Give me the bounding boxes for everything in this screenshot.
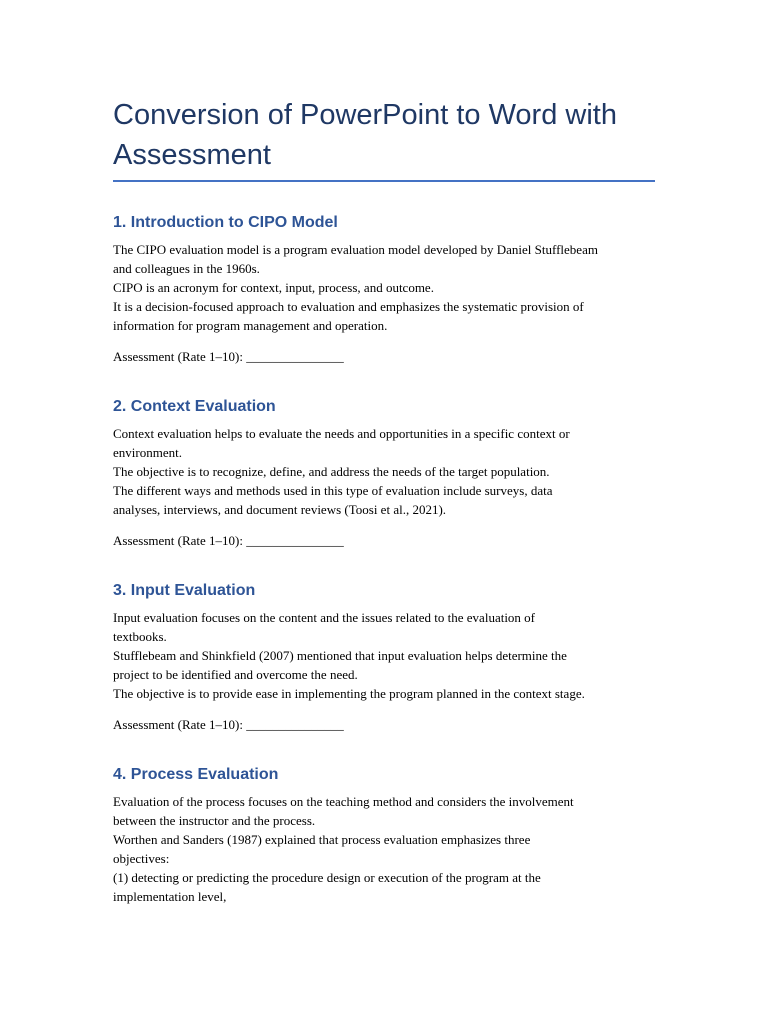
body-line: implementation level,: [113, 889, 227, 904]
body-line: CIPO is an acronym for context, input, process, and outcome.: [113, 280, 434, 295]
body-line: Worthen and Sanders (1987) explained that process evaluation emphasizes three: [113, 832, 531, 847]
assessment-rating-line: Assessment (Rate 1–10): _______________: [113, 717, 344, 732]
section-input-evaluation: [113, 581, 658, 734]
title-underline: [113, 180, 655, 182]
body-line: The objective is to recognize, define, and address the needs of the target population.: [113, 464, 550, 479]
section-heading: 3. Input Evaluation: [113, 582, 256, 599]
body-line: environment.: [113, 445, 182, 460]
body-line: The CIPO evaluation model is a program evaluation model developed by Daniel Stufflebeam: [113, 242, 598, 257]
body-line: Evaluation of the process focuses on the teaching method and considers the involvement: [113, 794, 574, 809]
body-line: Stufflebeam and Shinkfield (2007) mentioned that input evaluation helps determine the: [113, 648, 567, 663]
body-line: and colleagues in the 1960s.: [113, 261, 260, 276]
body-line: Context evaluation helps to evaluate the needs and opportunities in a specific context or: [113, 426, 570, 441]
body-line: textbooks.: [113, 629, 167, 644]
assessment-rating-line: Assessment (Rate 1–10): _______________: [113, 349, 344, 364]
body-line: The different ways and methods used in this type of evaluation include surveys, data: [113, 483, 553, 498]
section-heading: 1. Introduction to CIPO Model: [113, 214, 338, 231]
assessment-rating-line: Assessment (Rate 1–10): _______________: [113, 533, 344, 548]
section-introduction: [113, 213, 658, 366]
body-line: The objective is to provide ease in implementing the program planned in the context stage.: [113, 686, 585, 701]
body-line: objectives:: [113, 851, 170, 866]
section-context-evaluation: [113, 397, 658, 550]
document-title: Conversion of PowerPoint to Word with Assessment: [113, 99, 617, 171]
body-line: analyses, interviews, and document reviews (Toosi et al., 2021).: [113, 502, 447, 517]
section-heading: 2. Context Evaluation: [113, 398, 276, 415]
body-line: It is a decision-focused approach to evaluation and emphasizes the systematic provision of: [113, 299, 584, 314]
body-line: project to be identified and overcome the need.: [113, 667, 358, 682]
body-line: information for program management and operation.: [113, 318, 388, 333]
body-line: between the instructor and the process.: [113, 813, 316, 828]
body-line: (1) detecting or predicting the procedure design or execution of the program at the: [113, 870, 541, 885]
body-line: Input evaluation focuses on the content and the issues related to the evaluation of: [113, 610, 536, 625]
section-heading: 4. Process Evaluation: [113, 766, 279, 783]
section-process-evaluation: [113, 765, 658, 906]
